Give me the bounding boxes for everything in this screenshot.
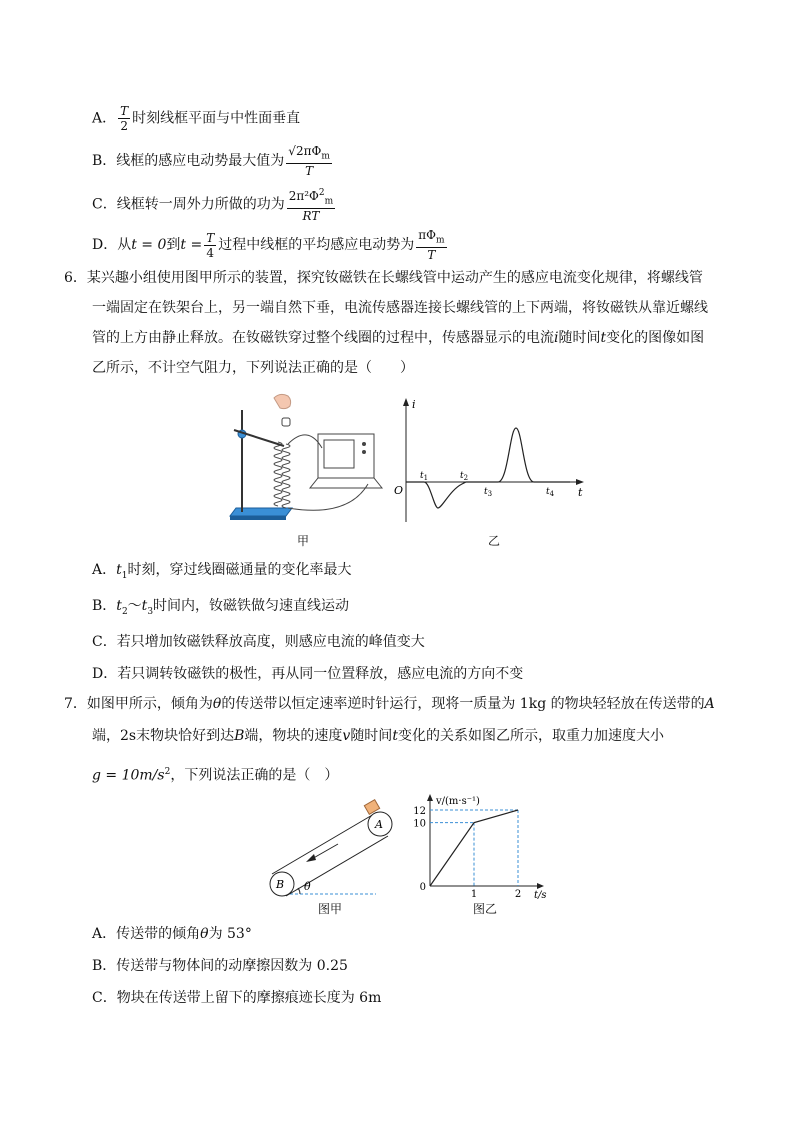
q6-stem-line3: 管的上方由静止释放。在钕磁铁穿过整个线圈的过程中，传感器显示的电流i随时间t变化的图像如图 [92,330,705,346]
t1-label: $t_1$ [420,471,429,482]
q6-option-d: D．若只调转钕磁铁的极性，再从同一位置释放，感应电流的方向不变 [92,666,524,682]
q6-stem-line4: 乙所示，不计空气阻力，下列说法正确的是（ ） [92,360,414,376]
q5-option-a: A． $\frac{T}{2}$ 时刻线框平面与中性面垂直 [92,104,301,133]
x-tick-label: 1 [470,889,478,900]
y-tick-label: 10 [413,818,426,830]
q7-option-c: C．物块在传送带上留下的摩擦痕迹长度为 6m [92,990,382,1006]
t3-label: $t_3$ [484,487,493,498]
b-label: B [276,878,285,891]
q6-stem-line1: 6．某兴趣小组使用图甲所示的装置，探究钕磁铁在长螺线管中运动产生的感应电流变化规律，将螺线管 [64,270,703,286]
y-tick-label: 0 [419,882,426,893]
q7-stem-line1: 7．如图甲所示，倾角为θ的传送带以恒定速率逆时针运行，现将一质量为 1kg 的物块轻轻放在传送带的A [64,696,715,712]
q6-stem-line2: 一端固定在铁架台上，另一端自然下垂，电流传感器连接长螺线管的上下两端，将钕磁铁从靠近螺线 [92,300,708,316]
q7-fig-right-caption: 图乙 [473,902,498,916]
t-axis-label: t [578,486,583,499]
q6-option-a: A．$t_1$时刻，穿过线圈磁通量的变化率最大 [92,562,352,581]
current-time-graph [390,398,590,528]
fraction: $\frac{T}{2}$ [120,104,129,133]
theta-label: θ [304,880,311,893]
q5-option-b: B．线框的感应电动势最大值为 $\frac{√2\pi\Phi_m}{T}$ [92,144,330,179]
fraction: $\frac{T}{4}$ [206,230,215,260]
a-label: A [375,818,383,831]
q6-option-b: B．$t_2\sim t_3$时间内，钕磁铁做匀速直线运动 [92,598,350,617]
fraction: $\frac{2\pi^2\Phi^2_m}{RT}$ [288,188,334,224]
conveyor-belt-figure [262,798,402,896]
t4-label: $t_4$ [546,487,555,498]
q7-stem-line2: 端，2s末物块恰好到达B端，物块的速度v随时间t变化的关系如图乙所示，取重力加速度大小 [92,728,664,744]
q5-option-d: D．从t = 0到t = $\frac{T}{4}$ 过程中线框的平均感应电动势为 $\frac{\pi\Phi_m}{T}$ [92,228,445,263]
q6-fig-right-caption: 乙 [488,534,501,548]
t2-label: $t_2$ [460,471,469,482]
origin-label: O [394,484,404,497]
fraction: $\frac{√2\pi\Phi_m}{T}$ [288,144,330,179]
q6-option-c: C．若只增加钕磁铁释放高度，则感应电流的峰值变大 [92,634,425,650]
velocity-time-graph [413,794,556,901]
i-axis-label: i [412,398,416,411]
x-axis-label: t/s [534,890,547,901]
q7-fig-left-caption: 图甲 [318,902,343,916]
q7-stem-line3: $g = 10m/s^2$，下列说法正确的是（ ） [92,767,339,784]
q6-fig-left-caption: 甲 [297,534,310,548]
q5-option-c: C．线框转一周外力所做的功为 $\frac{2\pi^2\Phi^2_m}{RT}$ [92,188,334,224]
q7-option-a: A．传送带的倾角θ为 53° [92,926,252,942]
apparatus-figure [226,390,382,530]
fraction: $\frac{\pi\Phi_m}{T}$ [418,228,445,263]
y-tick-label: 12 [413,806,426,817]
y-axis-label: v/(m·s⁻¹) [436,796,480,807]
q7-option-b: B．传送带与物体间的动摩擦因数为 0.25 [92,958,348,974]
x-tick-label: 2 [514,889,522,900]
